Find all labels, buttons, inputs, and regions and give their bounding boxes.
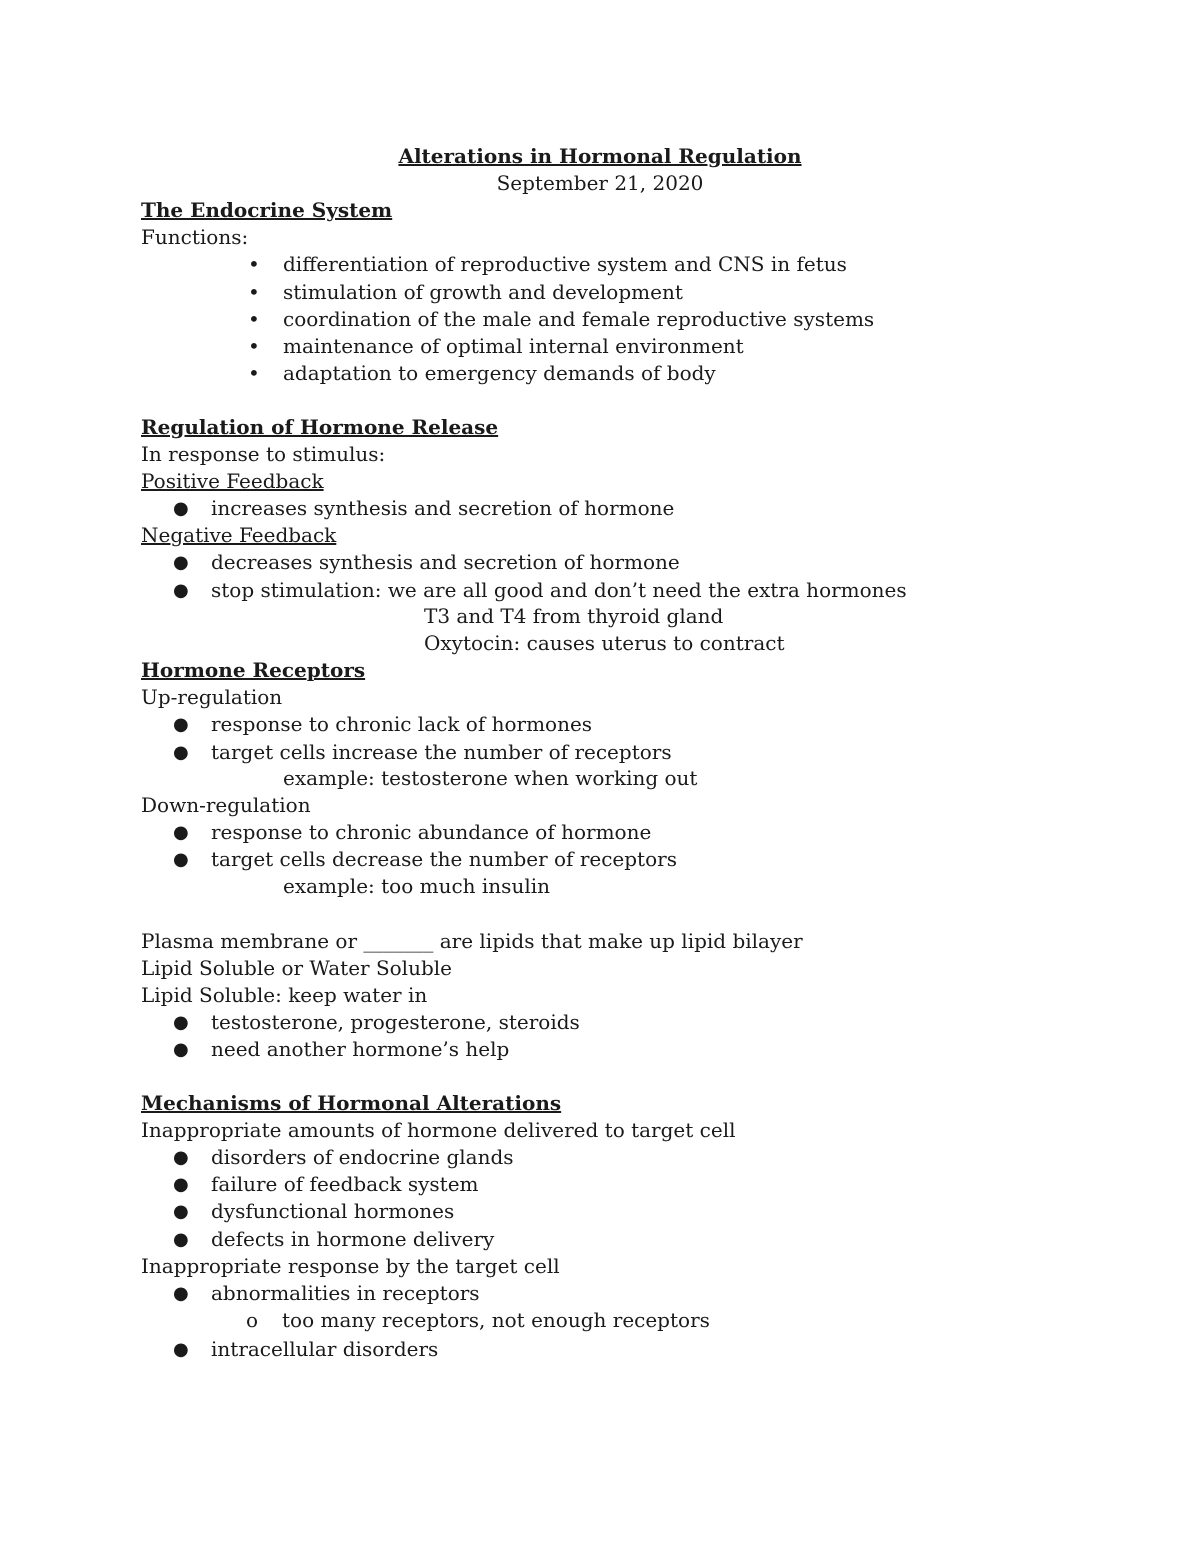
document-title: Alterations in Hormonal Regulation bbox=[398, 144, 802, 168]
list-item: intracellular disorders bbox=[211, 1337, 439, 1361]
bullet-marker: • bbox=[248, 361, 260, 385]
sub-bullet-marker: o bbox=[246, 1308, 259, 1332]
bullet-marker: ● bbox=[173, 1174, 189, 1195]
list-item: target cells decrease the number of receptors bbox=[211, 847, 677, 871]
bullet-marker: ● bbox=[173, 1039, 189, 1060]
list-item: defects in hormone delivery bbox=[211, 1227, 495, 1251]
solubility-line: Lipid Soluble or Water Soluble bbox=[141, 956, 452, 980]
down-regulation-label: Down-regulation bbox=[141, 793, 311, 817]
section-heading-mechanisms: Mechanisms of Hormonal Alterations bbox=[141, 1091, 562, 1115]
sub-list-item: too many receptors, not enough receptors bbox=[282, 1308, 710, 1332]
list-item: stimulation of growth and development bbox=[283, 280, 683, 304]
list-item: decreases synthesis and secretion of hormone bbox=[211, 550, 680, 574]
lipid-soluble-line: Lipid Soluble: keep water in bbox=[141, 983, 428, 1007]
inappropriate-amounts-line: Inappropriate amounts of hormone delivered to target cell bbox=[141, 1118, 736, 1142]
negative-feedback-label: Negative Feedback bbox=[141, 523, 337, 547]
bullet-marker: ● bbox=[173, 849, 189, 870]
section-heading-endocrine: The Endocrine System bbox=[141, 198, 393, 222]
bullet-marker: ● bbox=[173, 552, 189, 573]
list-item: increases synthesis and secretion of hormone bbox=[211, 496, 675, 520]
section-heading-regulation: Regulation of Hormone Release bbox=[141, 415, 499, 439]
bullet-marker: ● bbox=[173, 1283, 189, 1304]
functions-label: Functions: bbox=[141, 225, 249, 249]
list-item: differentiation of reproductive system and CNS in fetus bbox=[283, 252, 847, 276]
example-line: example: too much insulin bbox=[283, 874, 550, 898]
bullet-marker: ● bbox=[173, 580, 189, 601]
list-item: dysfunctional hormones bbox=[211, 1199, 455, 1223]
bullet-marker: ● bbox=[173, 1012, 189, 1033]
section-heading-receptors: Hormone Receptors bbox=[141, 658, 366, 682]
inappropriate-response-line: Inappropriate response by the target cell bbox=[141, 1254, 560, 1278]
up-regulation-label: Up-regulation bbox=[141, 685, 283, 709]
list-item: response to chronic lack of hormones bbox=[211, 712, 593, 736]
list-item: stop stimulation: we are all good and don’t need the extra hormones bbox=[211, 578, 907, 602]
bullet-marker: ● bbox=[173, 822, 189, 843]
bullet-marker: ● bbox=[173, 1147, 189, 1168]
bullet-marker: • bbox=[248, 280, 260, 304]
list-item: disorders of endocrine glands bbox=[211, 1145, 514, 1169]
bullet-marker: ● bbox=[173, 1229, 189, 1250]
note-line: T3 and T4 from thyroid gland bbox=[424, 604, 724, 628]
list-item: adaptation to emergency demands of body bbox=[283, 361, 716, 385]
bullet-marker: ● bbox=[173, 1201, 189, 1222]
bullet-marker: ● bbox=[173, 498, 189, 519]
document-date: September 21, 2020 bbox=[496, 171, 704, 195]
list-item: response to chronic abundance of hormone bbox=[211, 820, 652, 844]
list-item: maintenance of optimal internal environment bbox=[283, 334, 744, 358]
list-item: abnormalities in receptors bbox=[211, 1281, 480, 1305]
bullet-marker: ● bbox=[173, 714, 189, 735]
list-item: testosterone, progesterone, steroids bbox=[211, 1010, 580, 1034]
example-line: example: testosterone when working out bbox=[283, 766, 698, 790]
bullet-marker: • bbox=[248, 252, 260, 276]
plasma-membrane-line: Plasma membrane or _______ are lipids that make up lipid bilayer bbox=[141, 929, 803, 953]
bullet-marker: ● bbox=[173, 742, 189, 763]
note-line: Oxytocin: causes uterus to contract bbox=[424, 631, 785, 655]
list-item: failure of feedback system bbox=[211, 1172, 479, 1196]
bullet-marker: ● bbox=[173, 1339, 189, 1360]
list-item: target cells increase the number of receptors bbox=[211, 740, 672, 764]
list-item: coordination of the male and female reproductive systems bbox=[283, 307, 875, 331]
stimulus-label: In response to stimulus: bbox=[141, 442, 386, 466]
bullet-marker: • bbox=[248, 334, 260, 358]
positive-feedback-label: Positive Feedback bbox=[141, 469, 324, 493]
bullet-marker: • bbox=[248, 307, 260, 331]
list-item: need another hormone’s help bbox=[211, 1037, 510, 1061]
